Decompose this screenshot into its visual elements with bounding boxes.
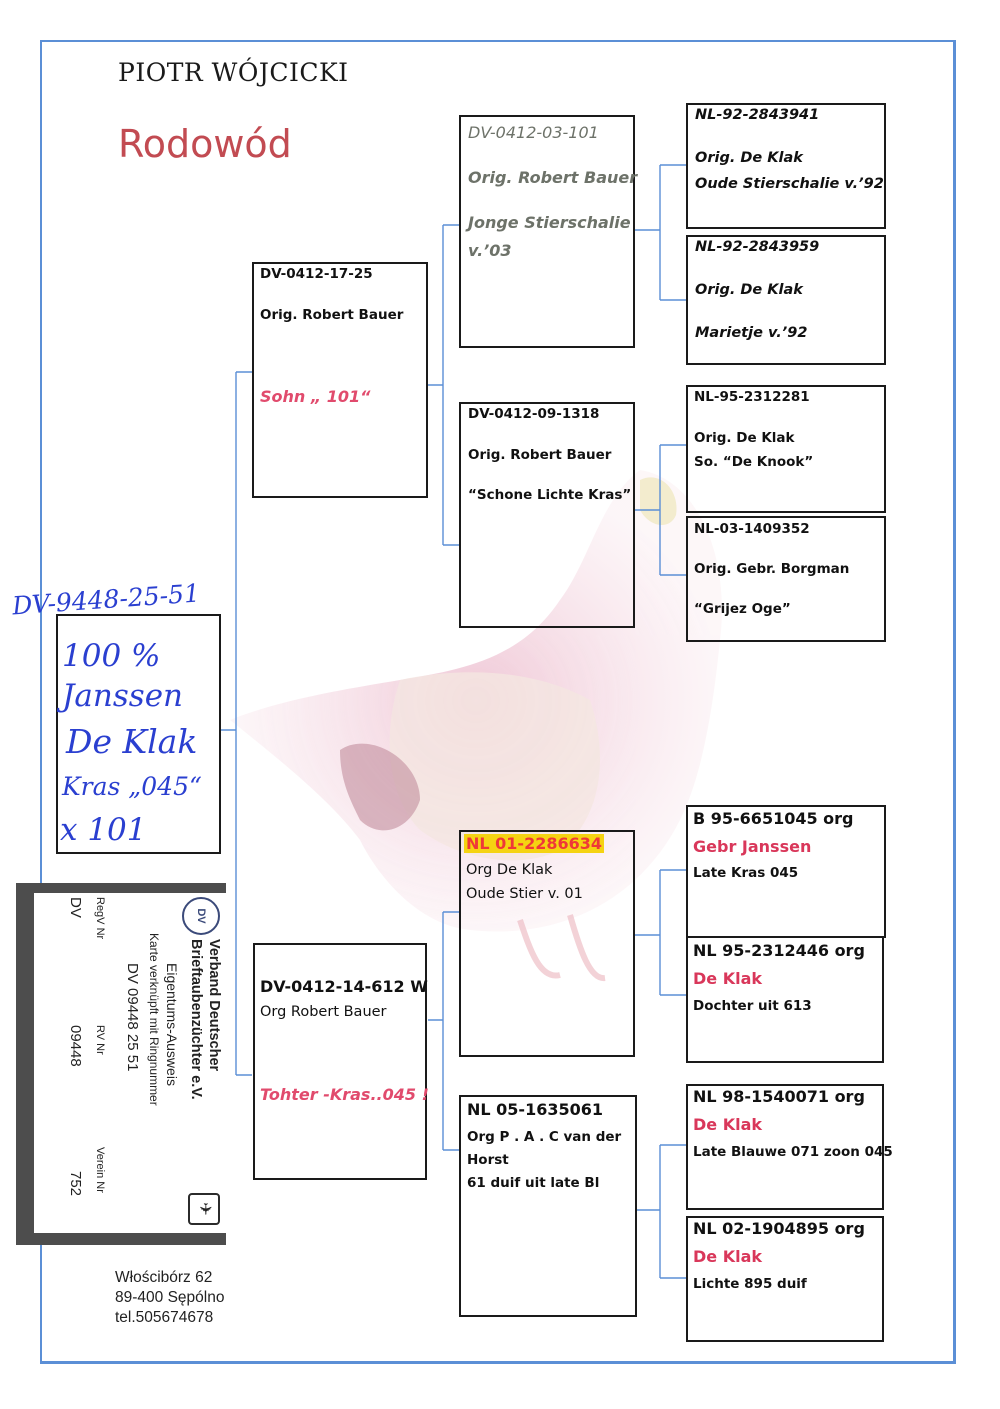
dam-sire-origin: Org De Klak [466, 862, 553, 878]
sire-dam-name: “Schone Lichte Kras” [468, 487, 632, 503]
address-line-1: Włościbórz 62 [115, 1269, 213, 1286]
sire-sire-name-2: v.’03 [468, 241, 512, 260]
sire-sire-origin: Orig. Robert Bauer [468, 168, 638, 187]
sire-origin: Orig. Robert Bauer [260, 307, 404, 323]
sire-ring: DV-0412-17-25 [260, 266, 373, 282]
ownership-card [16, 883, 226, 1245]
dam-name: Tohter -Kras..045 ! [260, 1085, 429, 1104]
sds-ring: NL-95-2312281 [694, 389, 810, 405]
dam-dam-name: 61 duif uit late Bl [467, 1175, 600, 1191]
dam-dam-origin-1: Org P . A . C van der [467, 1129, 622, 1145]
card-col2-label: RV Nr [94, 1025, 106, 1055]
ssd-name: Marietje v.’92 [695, 325, 808, 341]
subject-line-5: x 101 [60, 812, 147, 848]
dam-dam-origin-2: Horst [467, 1152, 509, 1168]
sire-dam-origin: Orig. Robert Bauer [468, 447, 612, 463]
sds-origin: Orig. De Klak [694, 430, 795, 446]
dam-sire-ring [464, 834, 604, 853]
ownership-card-content [34, 893, 226, 1233]
subject-ring-handwritten: DV-9448-25-51 [11, 578, 201, 621]
card-org-2: Brieftaubenzüchter e.V. [188, 939, 204, 1100]
card-logo-letters: DV [195, 908, 207, 924]
dss-name: Late Kras 045 [693, 865, 799, 881]
sire-dam-ring: DV-0412-09-1318 [468, 406, 600, 422]
card-stamp-icon: ✈ [188, 1193, 220, 1225]
subject-line-3: De Klak [66, 722, 198, 761]
ssd-ring: NL-92-2843959 [695, 239, 820, 255]
ddd-ring: NL 02-1904895 org [693, 1219, 865, 1238]
subject-line-2: Janssen [62, 678, 184, 714]
dam-sire-name: Oude Stier v. 01 [466, 886, 583, 902]
dsd-name: Dochter uit 613 [693, 998, 812, 1014]
card-logo-icon [182, 897, 220, 935]
dam-ring: DV-0412-14-612 W [260, 977, 428, 996]
dss-origin: Gebr Janssen [693, 837, 812, 856]
sds-name: So. “De Knook” [694, 454, 814, 470]
sire-dam-box [459, 402, 635, 628]
card-col3-value: 752 [67, 1171, 84, 1197]
dss-ring: B 95-6651045 org [693, 809, 854, 828]
card-col1-label: RegV Nr [94, 897, 106, 940]
card-col1-value: DV [67, 897, 84, 918]
sire-name: Sohn „ 101“ [260, 387, 371, 406]
ownership-card-paper [34, 893, 226, 1233]
dam-dam-ring: NL 05-1635061 [467, 1100, 603, 1119]
sss-ring: NL-92-2843941 [695, 107, 820, 123]
address-phone: tel.505674678 [115, 1309, 214, 1326]
dds-name: Late Blauwe 071 zoon 045 [693, 1144, 893, 1160]
address-line-2: 89-400 Sępólno [115, 1289, 225, 1306]
sire-sire-ring: DV-0412-03-101 [468, 123, 599, 142]
address-block [115, 1268, 224, 1328]
dam-origin: Org Robert Bauer [260, 1004, 387, 1020]
sss-origin: Orig. De Klak [695, 150, 803, 166]
card-ring-number: DV 09448 25 51 [124, 963, 141, 1072]
card-org-1: Verband Deutscher [206, 939, 222, 1072]
card-col3-label: Verein Nr [94, 1147, 106, 1193]
card-col2-value: 09448 [67, 1025, 84, 1067]
dds-ring: NL 98-1540071 org [693, 1087, 865, 1106]
sdd-name: “Grijez Oge” [694, 601, 791, 617]
page-title: Rodowód [118, 122, 292, 166]
card-subheading: Karte verknüpft mit Ringnummer [147, 933, 161, 1106]
ddd-name: Lichte 895 duif [693, 1276, 807, 1292]
dsd-origin: De Klak [693, 969, 763, 988]
owner-name: PIOTR WÓJCICKI [118, 58, 349, 87]
dds-origin: De Klak [693, 1115, 763, 1134]
subject-line-4: Kras „045“ [62, 772, 202, 801]
subject-line-1: 100 % [62, 638, 161, 674]
sss-name: Oude Stierschalie v.’92 [695, 176, 884, 192]
sire-box [252, 262, 428, 498]
sdd-ring: NL-03-1409352 [694, 521, 810, 537]
card-heading: Eigentums-Ausweis [164, 963, 180, 1086]
ssd-origin: Orig. De Klak [695, 282, 803, 298]
dam-sire-ring-highlight: NL 01-2286634 [466, 834, 602, 853]
sire-sire-name-1: Jonge Stierschalie [468, 213, 631, 232]
sdd-origin: Orig. Gebr. Borgman [694, 561, 850, 577]
dsd-ring: NL 95-2312446 org [693, 941, 865, 960]
ddd-origin: De Klak [693, 1247, 763, 1266]
